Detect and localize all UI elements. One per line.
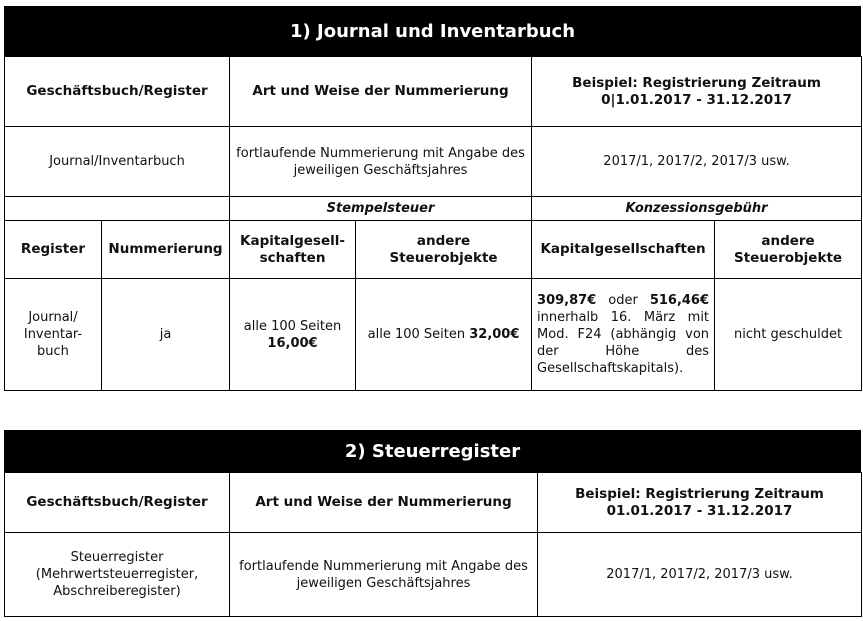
subheader-andere-stempel: andere Steuerobjekte: [356, 221, 532, 279]
konzession-oder: oder: [608, 293, 638, 308]
cell-detail-register: Journal/ Inventar-buch: [5, 279, 102, 391]
cell-detail-kapital-stempel: [230, 279, 356, 391]
kapital-stempel-amount: 16,00€: [267, 335, 318, 351]
group-header-row: [5, 197, 862, 221]
subheader-kapital-stempel: Kapitalgesell-schaften: [230, 221, 356, 279]
header-example: Beispiel: Registrierung Zeitraum 0|1.01.2017 - 31.12.2017: [532, 57, 862, 127]
andere-stempel-text: alle 100 Seiten: [367, 327, 466, 342]
sub-header-row: [5, 221, 862, 279]
group-konzessionsgebuehr: Konzessionsgebühr: [532, 197, 862, 221]
section-title-text: 1) Journal und Inventarbuch: [289, 20, 576, 42]
table-header-row: [5, 473, 862, 533]
subheader-andere-konzession: andere Steuerobjekte: [715, 221, 862, 279]
cell-detail-andere-konzession: nicht geschuldet: [715, 279, 862, 391]
konzession-amount-2: 516,46€: [649, 293, 710, 308]
cell-register: Steuerregister (Mehrwertsteuerregister, Abschreiberegister): [5, 533, 230, 617]
konzession-amount-1: 309,87€: [537, 293, 597, 308]
table-row: [5, 279, 862, 391]
subheader-kapital-konzession: Kapitalgesellschaften: [532, 221, 715, 279]
table-row: [5, 533, 862, 617]
subheader-register: Register: [5, 221, 102, 279]
group-empty: [5, 197, 230, 221]
cell-numbering: fortlaufende Nummerierung mit Angabe des jeweiligen Geschäftsjahres: [230, 533, 538, 617]
section-title: [4, 6, 861, 56]
cell-example: 2017/1, 2017/2, 2017/3 usw.: [538, 533, 862, 617]
cell-numbering: fortlaufende Nummerierung mit Angabe des jeweiligen Geschäftsjahres: [230, 127, 532, 197]
header-numbering: Art und Weise der Nummerierung: [230, 473, 538, 533]
section-steuerregister: [4, 430, 861, 617]
header-register: Geschäftsbuch/Register: [5, 473, 230, 533]
cell-detail-andere-stempel: [356, 279, 532, 391]
section-journal: [4, 6, 861, 391]
subheader-nummerierung: Nummerierung: [102, 221, 230, 279]
cell-register: Journal/Inventarbuch: [5, 127, 230, 197]
cell-example: 2017/1, 2017/2, 2017/3 usw.: [532, 127, 862, 197]
table-header-row: [5, 57, 862, 127]
cell-detail-kapital-konzession: [532, 279, 715, 391]
journal-table: [4, 56, 862, 391]
section-title: [4, 430, 861, 472]
kapital-stempel-text: alle 100 Seiten: [243, 318, 342, 334]
cell-detail-nummerierung: ja: [102, 279, 230, 391]
steuerregister-table: [4, 472, 862, 617]
header-example: Beispiel: Registrierung Zeitraum 01.01.2017 - 31.12.2017: [538, 473, 862, 533]
andere-stempel-amount: 32,00€: [469, 327, 520, 342]
header-register: Geschäftsbuch/Register: [5, 57, 230, 127]
konzession-text: innerhalb 16. März mit Mod. F24 (abhängig von der Höhe des Gesellschaftskapitals).: [537, 310, 710, 376]
table-row: [5, 127, 862, 197]
section-title-text: 2) Steuerregister: [344, 440, 521, 462]
header-numbering: Art und Weise der Nummerierung: [230, 57, 532, 127]
group-stempelsteuer: Stempelsteuer: [230, 197, 532, 221]
